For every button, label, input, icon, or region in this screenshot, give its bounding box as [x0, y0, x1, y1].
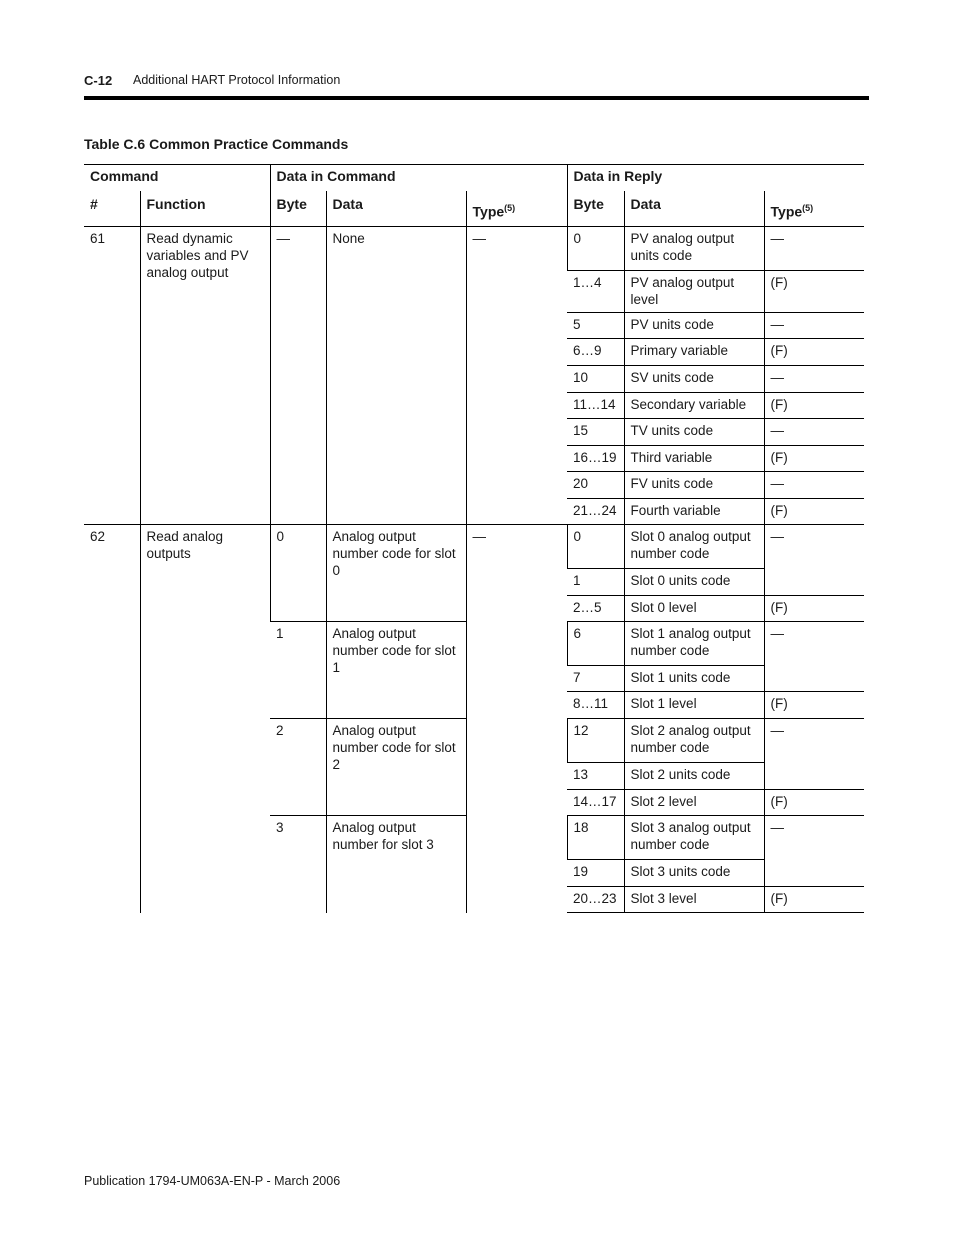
cmd61-type: —	[466, 227, 567, 525]
reply-data: PV analog output level	[624, 271, 764, 313]
reply-data: PV units code	[624, 313, 764, 339]
reply-byte: 14…17	[567, 790, 624, 816]
reply-data: Slot 0 units code	[624, 569, 764, 596]
reply-byte: 2…5	[567, 596, 624, 622]
reply-type: —	[764, 366, 864, 393]
reply-type: —	[764, 719, 864, 790]
reply-byte: 11…14	[567, 393, 624, 419]
publication-footer: Publication 1794-UM063A-EN-P - March 2006	[84, 1174, 341, 1188]
reply-type: (F)	[764, 339, 864, 366]
cmd62-slot-byte: 2	[270, 719, 326, 816]
reply-byte: 5	[567, 313, 624, 339]
reply-byte: 10	[567, 366, 624, 393]
cmd62-slot-byte: 0	[270, 525, 326, 622]
table-row	[84, 227, 864, 271]
cmd62-number: 62	[84, 525, 140, 913]
reply-byte: 15	[567, 419, 624, 446]
reply-type: (F)	[764, 790, 864, 816]
cmd62-slot-data: Analog output number code for slot 1	[326, 622, 466, 719]
reply-type: —	[764, 419, 864, 446]
group-header-data-in-reply: Data in Reply	[567, 165, 864, 192]
reply-type: —	[764, 472, 864, 499]
page-number: C-12	[84, 73, 113, 88]
column-header-reply-type	[764, 191, 864, 227]
reply-byte: 0	[567, 227, 624, 271]
table-row	[84, 525, 864, 569]
reply-type: —	[764, 525, 864, 596]
reply-byte: 6…9	[567, 339, 624, 366]
reply-type-label: Type	[770, 203, 803, 220]
cmd62-function: Read analog outputs	[140, 525, 270, 913]
reply-byte: 0	[567, 525, 624, 569]
table-caption: Table C.6 Common Practice Commands	[84, 136, 349, 152]
group-header-data-in-command: Data in Command	[270, 165, 567, 192]
reply-type: (F)	[764, 692, 864, 719]
reply-data: Slot 0 analog output number code	[624, 525, 764, 569]
reply-type: (F)	[764, 596, 864, 622]
cmd62-slot-byte: 1	[270, 622, 326, 719]
group-header-command: Command	[84, 165, 270, 192]
section-title: Additional HART Protocol Information	[133, 73, 341, 87]
reply-byte: 16…19	[567, 446, 624, 472]
cmd62-slot-data: Analog output number code for slot 0	[326, 525, 466, 622]
reply-byte: 7	[567, 666, 624, 692]
reply-data: Slot 2 level	[624, 790, 764, 816]
reply-byte: 1	[567, 569, 624, 596]
reply-byte: 18	[567, 816, 624, 860]
common-practice-commands-table	[84, 164, 864, 913]
reply-data: Secondary variable	[624, 393, 764, 419]
reply-data: Slot 1 analog output number code	[624, 622, 764, 666]
reply-data: Primary variable	[624, 339, 764, 366]
reply-data: Slot 1 units code	[624, 666, 764, 692]
cmd61-function: Read dynamic variables and PV analog output	[140, 227, 270, 525]
reply-data: SV units code	[624, 366, 764, 393]
reply-type: —	[764, 622, 864, 692]
reply-data: FV units code	[624, 472, 764, 499]
reply-byte: 1…4	[567, 271, 624, 313]
reply-type: —	[764, 313, 864, 339]
reply-type: —	[764, 227, 864, 271]
column-header-reply-data: Data	[624, 191, 764, 227]
reply-type: (F)	[764, 393, 864, 419]
reply-byte: 12	[567, 719, 624, 763]
reply-data: Slot 0 level	[624, 596, 764, 622]
column-header-function: Function	[140, 191, 270, 227]
cmd61-data: None	[326, 227, 466, 525]
reply-type: (F)	[764, 271, 864, 313]
reply-byte: 13	[567, 763, 624, 790]
cmd62-slot-data: Analog output number for slot 3	[326, 816, 466, 913]
reply-byte: 8…11	[567, 692, 624, 719]
reply-data: Slot 3 level	[624, 887, 764, 913]
reply-data: TV units code	[624, 419, 764, 446]
reply-type: (F)	[764, 499, 864, 525]
reply-data: Third variable	[624, 446, 764, 472]
column-header-cmd-byte: Byte	[270, 191, 326, 227]
cmd61-byte: —	[270, 227, 326, 525]
reply-byte: 21…24	[567, 499, 624, 525]
reply-data: Slot 3 analog output number code	[624, 816, 764, 860]
column-header-cmd-data: Data	[326, 191, 466, 227]
reply-type: (F)	[764, 446, 864, 472]
reply-data: PV analog output units code	[624, 227, 764, 271]
reply-data: Slot 1 level	[624, 692, 764, 719]
reply-byte: 19	[567, 860, 624, 887]
column-header-row	[84, 191, 864, 227]
cmd-type-label: Type	[472, 203, 505, 220]
reply-type: (F)	[764, 887, 864, 913]
reply-type: —	[764, 816, 864, 887]
cmd-type-footnote-ref: (5)	[504, 203, 516, 213]
cmd62-slot-data: Analog output number code for slot 2	[326, 719, 466, 816]
reply-type-footnote-ref: (5)	[802, 203, 814, 213]
cmd62-slot-byte: 3	[270, 816, 326, 913]
reply-byte: 6	[567, 622, 624, 666]
column-header-cmd-type	[466, 191, 567, 227]
reply-byte: 20…23	[567, 887, 624, 913]
reply-data: Slot 2 units code	[624, 763, 764, 790]
reply-data: Slot 2 analog output number code	[624, 719, 764, 763]
column-header-reply-byte: Byte	[567, 191, 624, 227]
group-header-row	[84, 165, 864, 192]
header-rule	[84, 96, 869, 100]
reply-data: Slot 3 units code	[624, 860, 764, 887]
reply-byte: 20	[567, 472, 624, 499]
cmd62-type: —	[466, 525, 567, 913]
reply-data: Fourth variable	[624, 499, 764, 525]
column-header-number: #	[90, 196, 98, 212]
cmd61-number: 61	[84, 227, 140, 525]
